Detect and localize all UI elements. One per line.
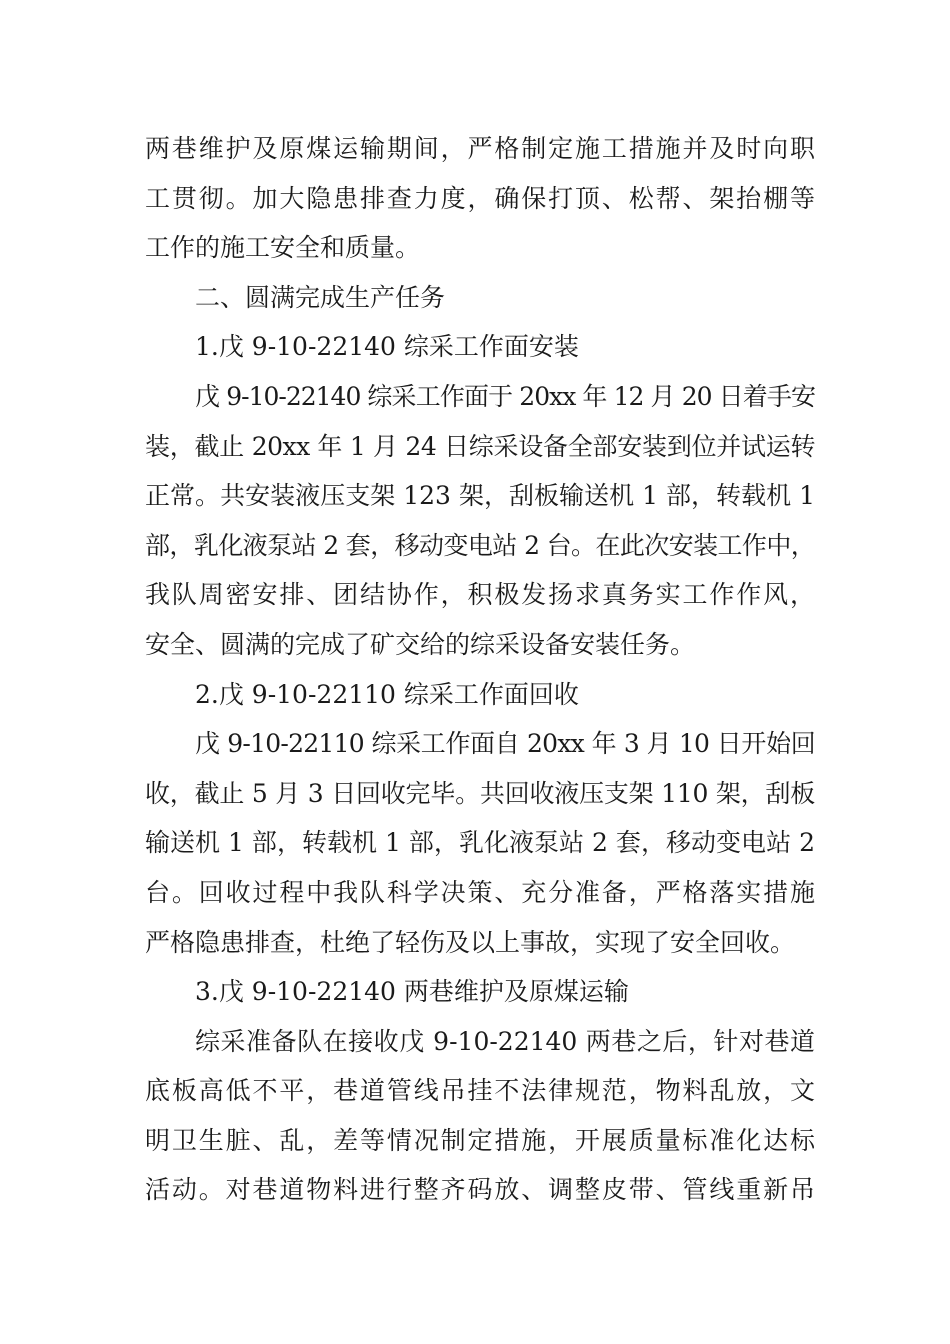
text-line: 明卫生脏、乱，差等情况制定措施，开展质量标准化达标 (145, 1125, 815, 1155)
text-line: 装，截止 20xx 年 1 月 24 日综采设备全部安装到位并试运转 (145, 431, 815, 461)
text-line: 台。回收过程中我队科学决策、充分准备，严格落实措施 (145, 877, 815, 907)
text-line: 活动。对巷道物料进行整齐码放、调整皮带、管线重新吊 (145, 1175, 815, 1205)
paragraph-first-line: 戊 9-10-22140 综采工作面于 20xx 年 12 月 20 日着手安 (195, 381, 815, 411)
text-line: 底板高低不平，巷道管线吊挂不法律规范，物料乱放，文 (145, 1076, 815, 1106)
text-line: 严格隐患排查，杜绝了轻伤及以上事故，实现了安全回收。 (145, 927, 796, 957)
subsection-heading: 1.戊 9-10-22140 综采工作面安装 (195, 332, 579, 362)
paragraph-first-line: 戊 9-10-22110 综采工作面自 20xx 年 3 月 10 日开始回 (195, 729, 815, 759)
text-line: 工作的施工安全和质量。 (145, 233, 421, 263)
text-line: 收，截止 5 月 3 日回收完毕。共回收液压支架 110 架，刮板 (145, 778, 815, 808)
document-body (145, 124, 815, 1215)
text-line: 输送机 1 部，转载机 1 部，乳化液泵站 2 套，移动变电站 2 (145, 828, 815, 858)
section-heading: 二、圆满完成生产任务 (195, 282, 446, 312)
paragraph-first-line: 综采准备队在接收戊 9-10-22140 两巷之后，针对巷道 (195, 1026, 815, 1056)
subsection-heading: 3.戊 9-10-22140 两巷维护及原煤运输 (195, 977, 629, 1007)
text-line: 工贯彻。加大隐患排查力度，确保打顶、松帮、架抬棚等 (145, 183, 815, 213)
text-line: 两巷维护及原煤运输期间，严格制定施工措施并及时向职 (145, 134, 815, 163)
text-line: 安全、圆满的完成了矿交给的综采设备安装任务。 (145, 629, 696, 659)
text-line: 我队周密安排、团结协作，积极发扬求真务实工作作风， (145, 580, 815, 610)
subsection-heading: 2.戊 9-10-22110 综采工作面回收 (195, 679, 579, 709)
text-line: 正常。共安装液压支架 123 架，刮板输送机 1 部，转载机 1 (145, 481, 815, 511)
text-line: 部，乳化液泵站 2 套，移动变电站 2 台。在此次安装工作中， (145, 530, 815, 560)
